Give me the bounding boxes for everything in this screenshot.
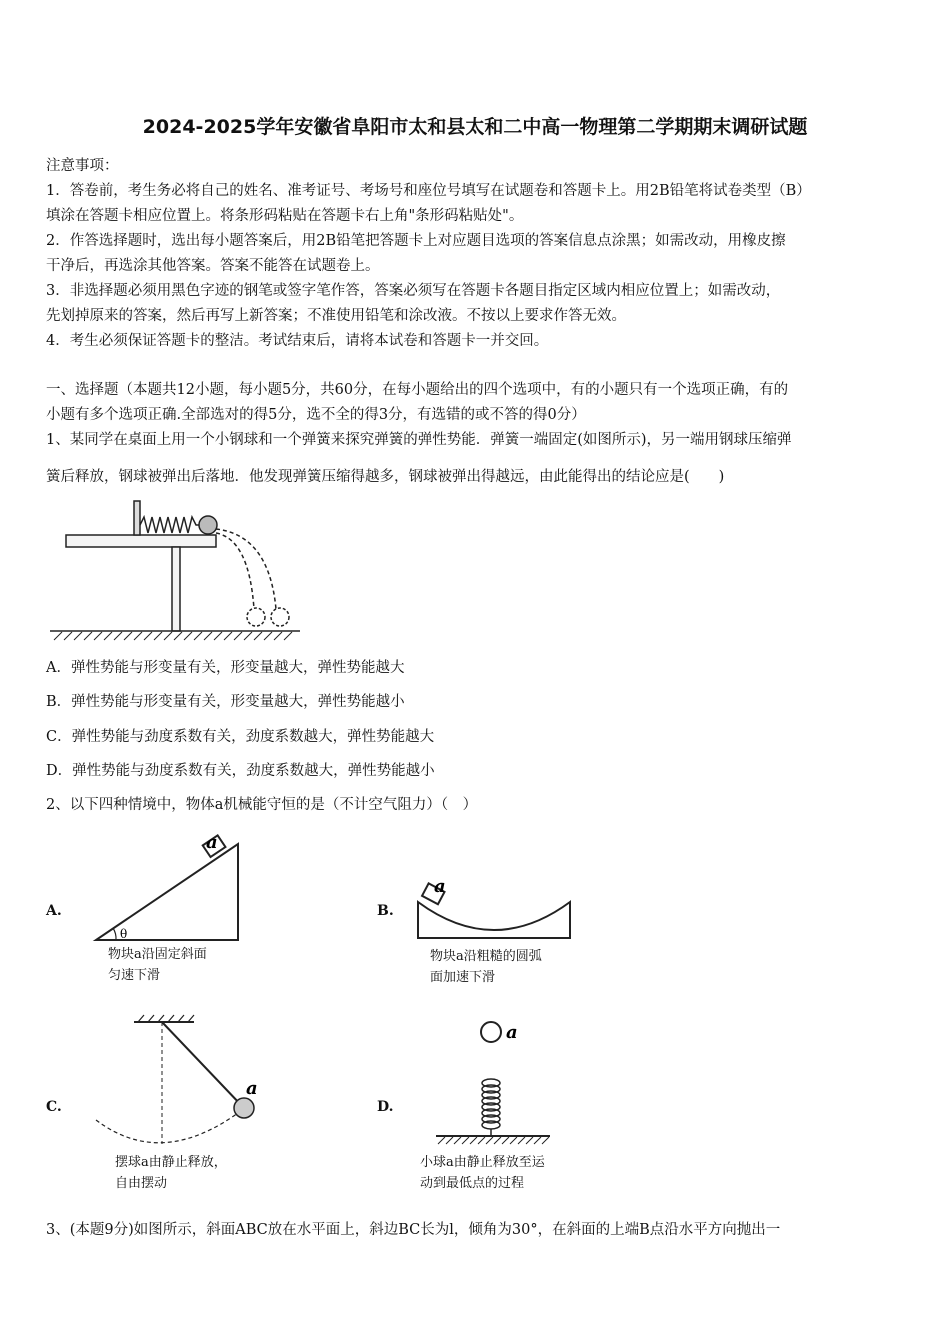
- q2-caption-d: 小球a由静止释放至运 动到最低点的过程: [420, 1155, 545, 1191]
- block-letter-a: a: [434, 876, 446, 897]
- ground-hatch: [54, 632, 292, 640]
- notice-line: 3．非选择题必须用黑色字迹的钢笔或签字笔作答，答案必须写在答题卡各题目指定区域内相应位置上；如需改动，: [46, 283, 781, 299]
- swing-arc: [96, 1110, 242, 1143]
- q2-figure-c: [92, 1010, 272, 1150]
- pendulum-string: [162, 1022, 242, 1106]
- floor-hatch: [438, 1137, 549, 1144]
- section-heading-cont: 小题有多个选项正确.全部选对的得5分，选不全的得3分，有选错的或不答的得0分）: [46, 407, 586, 423]
- q2-label-d: D.: [377, 1099, 394, 1115]
- landing-ball-2: [271, 608, 289, 626]
- q2-caption-a: 物块a沿固定斜面 匀速下滑: [108, 947, 207, 983]
- notice-line: 填涂在答题卡相应位置上。将条形码粘贴在答题卡右上角"条形码粘贴处"。: [46, 208, 524, 224]
- arc-surface: [418, 902, 570, 938]
- q2-figure-a: [92, 830, 252, 945]
- q2-stem: 2、以下四种情境中，物体a机械能守恒的是（不计空气阻力）（ ）: [46, 797, 478, 813]
- notice-heading: 注意事项：: [46, 158, 119, 174]
- q1-stem-cont: 簧后释放，钢球被弹出后落地．他发现弹簧压缩得越多，钢球被弹出得越远，由此能得出的结论应是( ): [46, 469, 725, 485]
- notice-line: 干净后，再选涂其他答案。答案不能答在试题卷上。: [46, 258, 380, 274]
- page-title: 2024-2025学年安徽省阜阳市太和县太和二中高一物理第二学期期末调研试题: [142, 116, 808, 138]
- table-leg: [172, 547, 180, 631]
- trajectory-2: [216, 529, 276, 609]
- ball-letter-a: a: [246, 1078, 258, 1099]
- q2-caption-b: 物块a沿粗糙的圆弧 面加速下滑: [430, 949, 542, 985]
- incline: [96, 844, 238, 940]
- spring: [140, 517, 204, 533]
- q1-option-d: D．弹性势能与劲度系数有关，劲度系数越大，弹性势能越小: [46, 763, 435, 779]
- section-heading: 一、选择题（本题共12小题，每小题5分，共60分，在每小题给出的四个选项中，有的小题只有一个选项正确，有的: [46, 382, 789, 398]
- q2-caption-c: 摆球a由静止释放， 自由摆动: [115, 1155, 227, 1191]
- ceiling-hatch: [138, 1015, 194, 1022]
- notice-line: 2．作答选择题时，选出每小题答案后，用2B铅笔把答题卡上对应题目选项的答案信息点涂黑；如需改动，用橡皮擦: [46, 233, 786, 249]
- q2-figure-d: [430, 1015, 560, 1150]
- notice-line: 4．考生必须保证答题卡的整洁。考试结束后，请将本试卷和答题卡一并交回。: [46, 333, 549, 349]
- notice-line: 1．答卷前，考生务必将自己的姓名、准考证号、考场号和座位号填写在试题卷和答题卡上。用2B铅笔将试卷类型（B）: [46, 183, 811, 199]
- q1-figure: [44, 497, 304, 642]
- notice-line: 先划掉原来的答案，然后再写上新答案；不准使用铅笔和涂改液。不按以上要求作答无效。: [46, 308, 626, 324]
- pendulum-ball: [234, 1098, 254, 1118]
- q2-label-b: B.: [377, 903, 394, 919]
- trajectory-1: [216, 533, 254, 609]
- q2-label-c: C.: [46, 1099, 62, 1115]
- table-top: [66, 535, 216, 547]
- q1-option-b: B．弹性势能与形变量有关，形变量越大，弹性势能越小: [46, 694, 405, 710]
- ball: [481, 1022, 501, 1042]
- q2-label-a: A.: [46, 903, 62, 919]
- q1-stem: 1、某同学在桌面上用一个小钢球和一个弹簧来探究弹簧的弹性势能．弹簧一端固定(如图所示)，另一端用钢球压缩弹: [46, 432, 792, 448]
- q2-figure-b: [412, 870, 577, 945]
- block-letter-a: a: [206, 832, 218, 853]
- q3-stem: 3、(本题9分)如图所示，斜面ABC放在水平面上，斜边BC长为l，倾角为30°，在斜面的上端B点沿水平方向抛出一: [46, 1222, 781, 1238]
- table-diagram: [50, 501, 300, 631]
- angle-arc: [113, 928, 116, 940]
- landing-ball-1: [247, 608, 265, 626]
- q1-option-a: A．弹性势能与形变量有关，形变量越大，弹性势能越大: [46, 660, 405, 676]
- q1-option-c: C．弹性势能与劲度系数有关，劲度系数越大，弹性势能越大: [46, 729, 435, 745]
- vertical-spring: [482, 1079, 500, 1135]
- wall-block: [134, 501, 140, 535]
- ball-letter-a: a: [506, 1022, 518, 1043]
- theta-label: θ: [120, 927, 128, 941]
- steel-ball: [199, 516, 217, 534]
